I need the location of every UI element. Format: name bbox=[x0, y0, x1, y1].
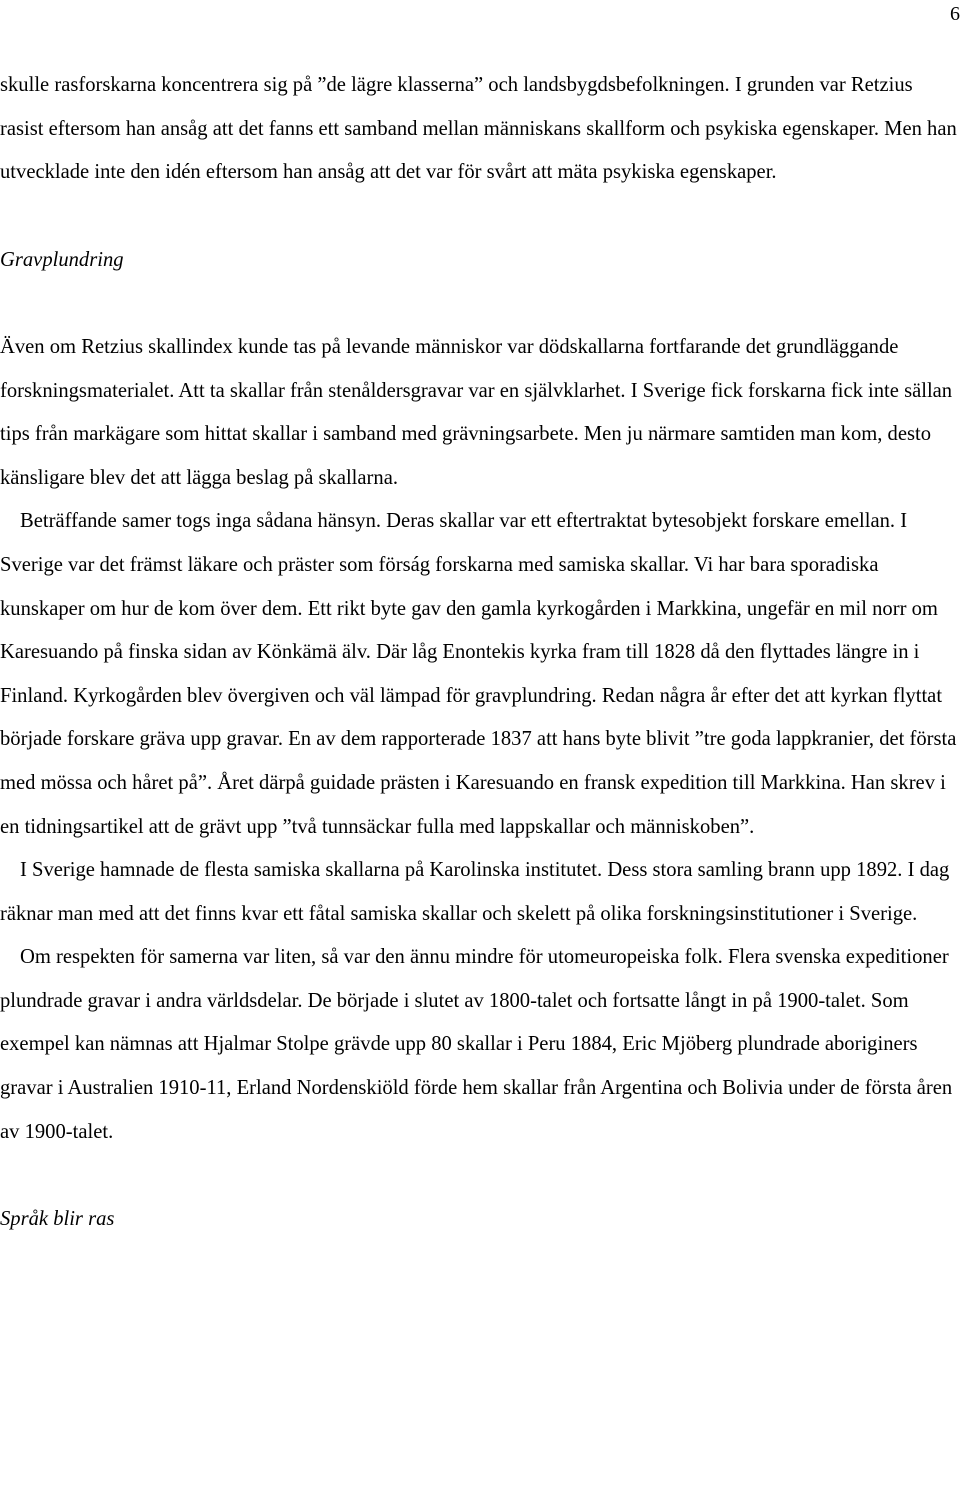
section-heading-sprak-blir-ras: Språk blir ras bbox=[0, 1207, 115, 1230]
paragraph-karolinska: I Sverige hamnade de flesta samiska skallarna på Karolinska institutet. Dess stora samling brann upp 1892. I dag räknar man med att det finns kvar ett fåtal samiska skallar och skelett på olika forskningsinstitutioner i Sverige. bbox=[0, 859, 950, 925]
paragraph-rasforskarna: skulle rasforskarna koncentrera sig på ”de lägre klasserna” och landsbygdsbefolkningen. I grunden var Retzius rasist eftersom han ansåg att det fanns ett samband mellan människans skallform och psykiska egenskaper. Men han utvecklade inte den idén eftersom han ansåg att det var för svårt att mäta psykiska egenskaper. bbox=[0, 74, 957, 184]
section-heading-gravplundring: Gravplundring bbox=[0, 248, 124, 271]
paragraph-spacer bbox=[0, 195, 960, 239]
paragraph-utomeuropeiska: Om respekten för samerna var liten, så var den ännu mindre för utomeuropeiska folk. Flera svenska expeditioner plundrade gravar i andra världsdelar. De började i slutet av 1800-talet och fortsatte långt in på 1900-talet. Som exempel kan nämnas att Hjalmar Stolpe grävde upp 80 skallar i Peru 1884, Eric Mjöberg plundrade aboriginers gravar i Australien 1910-11, Erland Nordenskiöld förde hem skallar från Argentina och Bolivia under de första åren av 1900-talet. bbox=[0, 946, 953, 1143]
document-body bbox=[0, 64, 960, 1241]
paragraph-spacer bbox=[0, 282, 960, 326]
paragraph-skallindex: Även om Retzius skallindex kunde tas på levande människor var dödskallarna fortfarande det grundläggande forskningsmaterialet. Att ta skallar från stenåldersgravar var en självklarhet. I Sverige fick forskarna fick inte sällan tips från markägare som hittat skallar i samband med grävningsarbete. Men ju närmare samtiden man kom, desto känsligare blev det att lägga beslag på skallarna. bbox=[0, 335, 953, 489]
paragraph-spacer bbox=[0, 1154, 960, 1198]
paragraph-samer: Beträffande samer togs inga sådana hänsyn. Deras skallar var ett eftertraktat bytesobjekt forskare emellan. I Sverige var det främst läkare och präster som förság forskarna med samiska skallar. Vi har bara sporadiska kunskaper om hur de kom över dem. Ett rikt byte gav den gamla kyrkogården i Markkina, ungefär en mil norr om Karesuando på finska sidan av Könkämä älv. Där låg Enontekis kyrka fram till 1828 då den flyttades längre in i Finland. Kyrkogården blev övergiven och väl lämpad för gravplundring. Redan några år efter det att kyrkan flyttat började forskare gräva upp gravar. En av dem rapporterade 1837 att hans byte blivit ”tre goda lappkranier, det första med mössa och håret på”. Året därpå guidade prästen i Karesuando en fransk expedition till Markkina. Han skrev i en tidningsartikel att de grävt upp ”två tunnsäckar fulla med lappskallar och människoben”. bbox=[0, 510, 957, 838]
page-number: 6 bbox=[950, 3, 960, 25]
